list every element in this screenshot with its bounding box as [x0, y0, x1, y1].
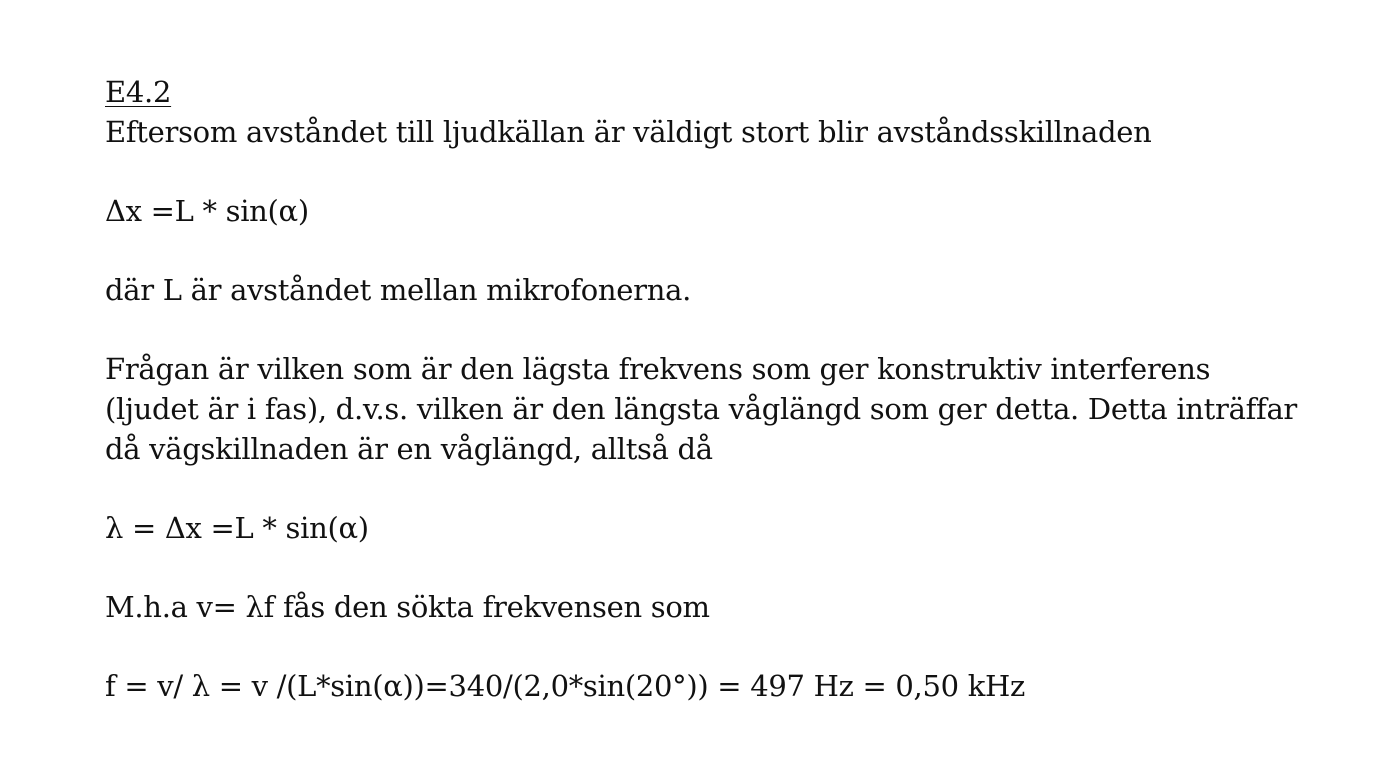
intro-text: Eftersom avståndet till ljudkällan är väldigt stort blir avståndsskillnaden — [105, 115, 1152, 149]
where-text: där L är avståndet mellan mikrofonerna. — [105, 273, 692, 307]
formula-delta-x: Δx =L * sin(α) — [105, 194, 309, 228]
question-line-2: (ljudet är i fas), d.v.s. vilken är den längsta våglängd som ger detta. Detta inträffar — [105, 392, 1298, 426]
formula-lambda: λ = Δx =L * sin(α) — [105, 511, 369, 545]
question-line-3: då vägskillnaden är en våglängd, alltså då — [105, 432, 713, 466]
mha-text: M.h.a v= λf fås den sökta frekvensen som — [105, 590, 710, 624]
question-line-1: Frågan är vilken som är den lägsta frekvens som ger konstruktiv interferens — [105, 352, 1211, 386]
formula-frequency: f = v/ λ = v /(L*sin(α))=340/(2,0*sin(20°)) = 497 Hz = 0,50 kHz — [105, 669, 1025, 703]
section-heading: E4.2 — [105, 75, 172, 109]
